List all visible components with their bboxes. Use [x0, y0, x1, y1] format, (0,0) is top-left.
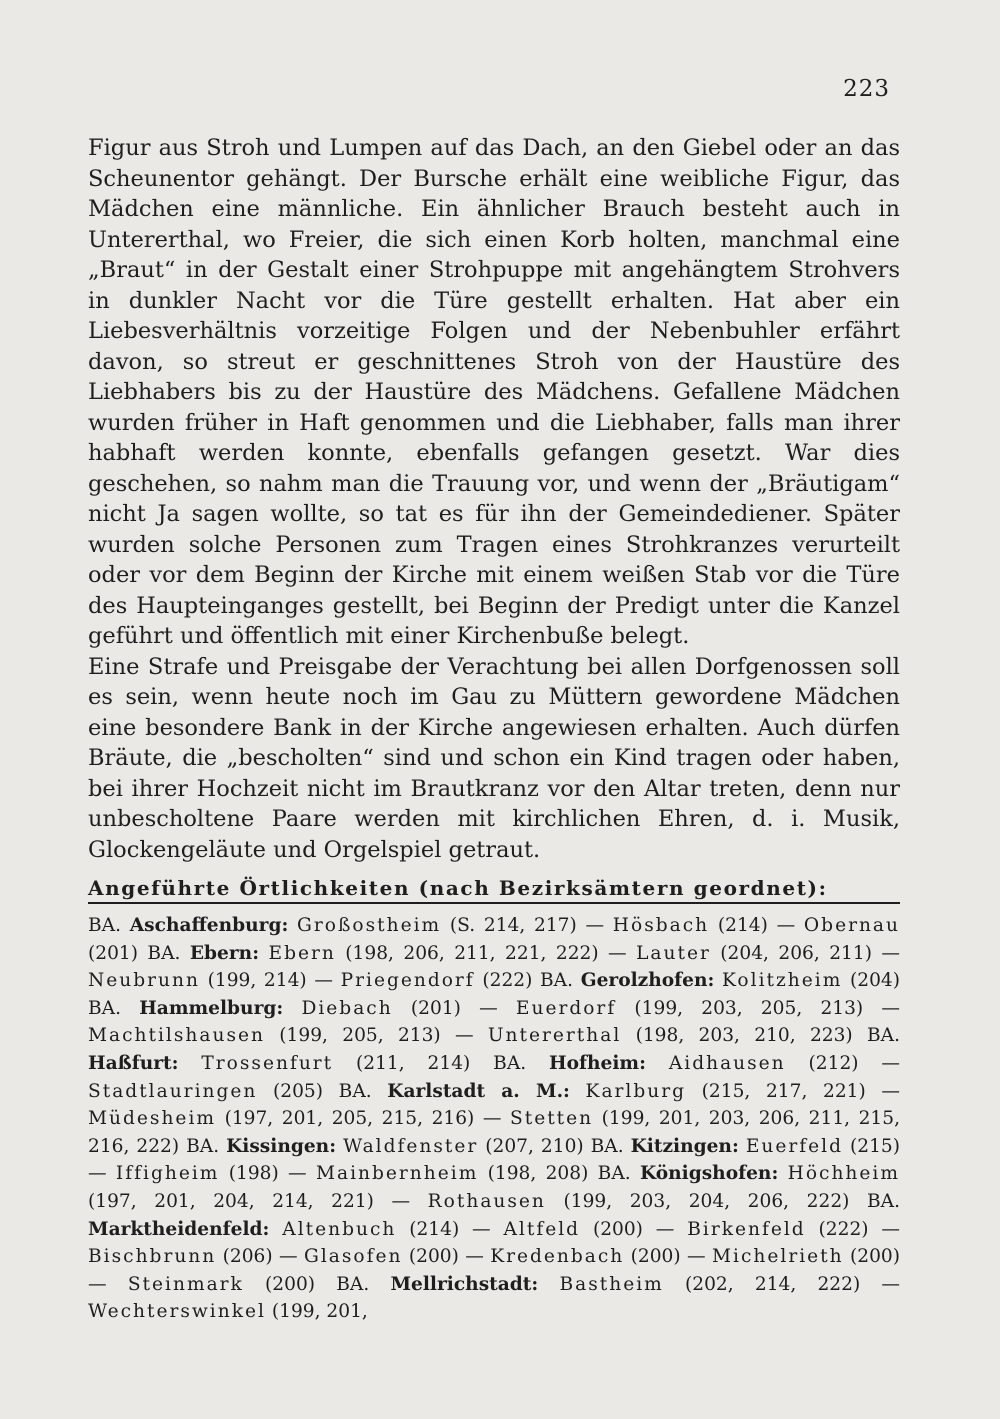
district-name: Marktheidenfeld: — [88, 1218, 270, 1240]
sources-list — [88, 912, 900, 1326]
source-text: (200) — — [402, 1246, 491, 1268]
place-name: Diebach — [301, 997, 393, 1019]
source-text — [739, 1136, 746, 1157]
source-text: (222) — — [805, 1218, 900, 1240]
source-text: (200) BA. — [243, 1273, 391, 1295]
place-name: Altfeld — [503, 1218, 581, 1240]
place-name: Bischbrunn — [88, 1246, 217, 1268]
source-text: (199, 201, — [265, 1301, 368, 1323]
place-name: Priegendorf — [340, 970, 475, 992]
source-text: (204, 206, 211) — — [710, 942, 900, 964]
source-text: (201) BA. — [88, 942, 190, 964]
place-name: Altenbuch — [282, 1218, 397, 1240]
source-text: (198, 206, 211, 221, 222) — — [335, 942, 637, 964]
place-name: Michelrieth — [712, 1246, 844, 1268]
district-name: Gerolzhofen: — [580, 970, 715, 992]
body-text — [88, 133, 900, 865]
paragraph: Figur aus Stroh und Lumpen auf das Dach, an den Giebel oder an das Scheunentor gehängt. Der Bursche erhält eine weibliche Figur, das Mädchen eine männliche. Ein ähnlicher Brauch besteht auch in Untererthal, wo Freier, die sich einen Korb holten, manchmal eine „Braut“ in der Gestalt einer Strohpuppe mit angehängtem Strohvers in dunkler Nacht vor die Türe gestellt erhalten. Hat aber ein Liebesverhältnis vorzeitige Folgen und der Nebenbuhler erfährt davon, so streut er geschnittenes Stroh von der Haustüre des Liebhabers bis zu der Haustüre des Mädchens. Gefallene Mädchen wurden früher in Haft genommen und die Liebhaber, falls man ihrer habhaft werden konnte, ebenfalls gefangen gesetzt. War dies geschehen, so nahm man die Trauung vor, und wenn der „Bräutigam“ nicht Ja sagen wollte, so tat es für ihn der Gemeindediener. Später wurden solche Personen zum Tragen eines Strohkranzes verurteilt oder vor dem Beginn der Kirche mit einem weißen Stab vor die Türe des Haupteinganges gestellt, bei Beginn der Predigt unter die Kanzel geführt und öffentlich mit einer Kirchenbuße belegt. — [88, 135, 900, 649]
place-name: Waldfenster — [343, 1135, 479, 1157]
source-text: (199, 203, 205, 213) — — [616, 997, 900, 1019]
source-text: (199, 203, 204, 206, 222) BA. — [545, 1190, 900, 1212]
source-text — [538, 1274, 559, 1295]
source-text: (197, 201, 204, 214, 221) — — [88, 1190, 428, 1212]
place-name: Untererthal — [487, 1025, 622, 1047]
source-text: (222) BA. — [474, 970, 581, 992]
place-name: Müdesheim — [88, 1108, 217, 1130]
sources-heading: Angeführte Örtlichkeiten (nach Bezirksämtern geordnet): — [88, 876, 900, 904]
source-text: (214) — — [709, 915, 804, 936]
district-name: Hofheim: — [549, 1052, 646, 1074]
district-name: Hammelburg: — [139, 997, 284, 1019]
source-text: (207, 210) BA. — [478, 1135, 631, 1157]
source-text: (211, 214) BA. — [333, 1052, 550, 1074]
place-name: Kredenbach — [490, 1246, 625, 1268]
place-name: Trossenfurt — [201, 1052, 334, 1074]
source-text: (197, 201, 205, 215, 216) — — [216, 1108, 510, 1130]
place-name: Rothausen — [427, 1190, 546, 1212]
source-text: (212) — — [785, 1052, 900, 1074]
source-text — [283, 998, 301, 1019]
source-text: (200) — — [580, 1218, 688, 1240]
district-name: Kissingen: — [226, 1135, 337, 1157]
district-name: Königshofen: — [639, 1163, 779, 1185]
source-text: (200) — — [624, 1246, 712, 1268]
source-text: (205) BA. — [257, 1080, 388, 1102]
source-text — [259, 943, 268, 964]
place-name: Kolitzheim — [722, 970, 843, 992]
source-text: (215) — — [88, 1135, 900, 1185]
place-name: Großostheim — [297, 915, 442, 936]
place-name: Aidhausen — [668, 1052, 786, 1074]
source-text: (200) — — [88, 1246, 901, 1295]
place-name: Glasofen — [304, 1246, 403, 1268]
source-text: (206) — — [216, 1246, 304, 1268]
place-name: Machtilshausen — [88, 1025, 265, 1047]
place-name: Steinmark — [127, 1273, 244, 1295]
district-name: Aschaffenburg: — [129, 915, 289, 936]
place-name: Wechterswinkel — [88, 1301, 266, 1323]
source-text: (199, 201, 203, 206, 211, 215, 216, 222) BA. — [88, 1108, 900, 1157]
source-text: (214) — — [396, 1218, 504, 1240]
place-name: Höchheim — [787, 1163, 900, 1185]
place-name: Iffigheim — [115, 1163, 220, 1185]
place-name: Euerfeld — [745, 1135, 843, 1157]
source-text — [288, 915, 297, 936]
district-name: Kitzingen: — [630, 1135, 739, 1157]
place-name: Karlburg — [585, 1080, 687, 1102]
place-name: Stetten — [509, 1108, 594, 1130]
source-text: (198, 203, 210, 223) BA. — [621, 1025, 900, 1047]
place-name: Euerdorf — [515, 997, 617, 1019]
district-name: Ebern: — [189, 942, 260, 964]
source-text: (201) — — [392, 997, 516, 1019]
source-text — [714, 970, 722, 991]
place-name: Lauter — [636, 942, 711, 964]
source-text: (204) BA. — [88, 970, 900, 1019]
source-text — [646, 1053, 669, 1074]
source-text: (199, 205, 213) — — [264, 1025, 488, 1047]
source-text — [179, 1053, 202, 1074]
source-text — [570, 1081, 586, 1102]
source-text — [778, 1163, 787, 1184]
place-name: Neubrunn — [88, 970, 200, 992]
place-name: Birkenfeld — [687, 1218, 806, 1240]
paragraph: Eine Strafe und Preisgabe der Verachtung bei allen Dorfgenossen soll es sein, wenn heute noch im Gau zu Müttern gewordene Mädchen eine besondere Bank in der Kirche angewiesen erhalten. Auch dürfen Bräute, die „bescholten“ sind und schon ein Kind tragen oder haben, bei ihrer Hochzeit nicht im Brautkranz vor den Altar treten, denn nur unbescholtene Paare werden mit kirchlichen Ehren, d. i. Musik, Glockengeläute und Orgelspiel getraut. — [88, 653, 900, 863]
source-text: BA. — [88, 915, 130, 936]
source-text: (S. 214, 217) — — [441, 915, 613, 936]
place-name: Stadtlauringen — [88, 1080, 258, 1102]
district-name: Haßfurt: — [88, 1052, 179, 1074]
source-text: (215, 217, 221) — — [686, 1080, 900, 1102]
page-number: 223 — [843, 76, 890, 102]
source-text — [269, 1219, 282, 1240]
place-name: Hösbach — [612, 915, 710, 936]
district-name: Karlstadt a. M.: — [387, 1080, 570, 1102]
source-text: (202, 214, 222) — — [663, 1273, 901, 1295]
place-name: Mainbernheim — [315, 1163, 479, 1185]
place-name: Bastheim — [559, 1273, 664, 1295]
place-name: Obernau — [803, 915, 900, 936]
district-name: Mellrichstadt: — [390, 1273, 539, 1295]
source-text: (198, 208) BA. — [478, 1163, 640, 1185]
source-text: (198) — — [219, 1163, 316, 1185]
place-name: Ebern — [268, 942, 336, 964]
source-text: (199, 214) — — [199, 970, 341, 992]
